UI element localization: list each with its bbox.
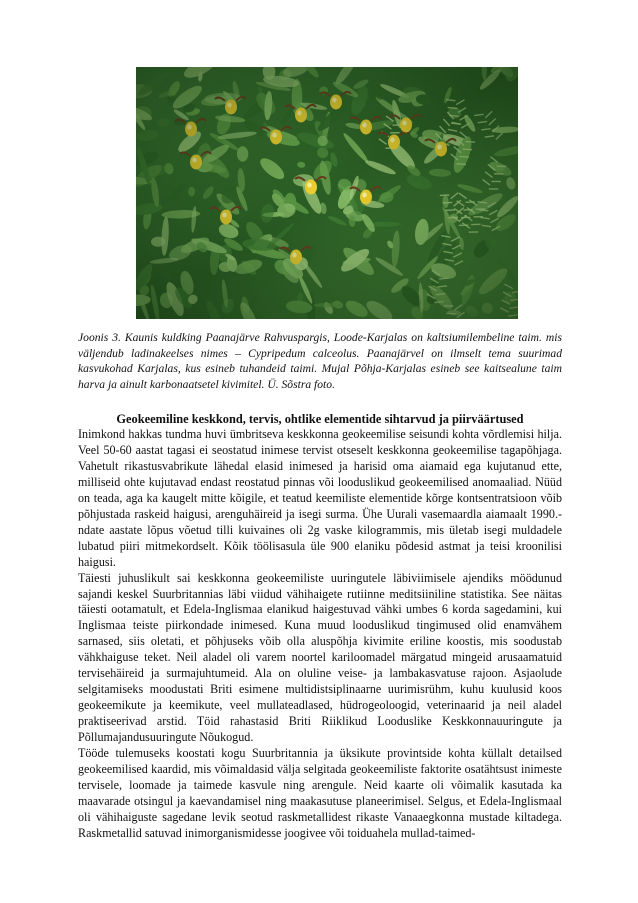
body-paragraph: Tööde tulemuseks koostati kogu Suurbritannia ja üksikute provintside kohta küllalt detailsed geokeemilised kaardid, mis võimaldasid välja selgitada geokeemiliste faktorite osatähtsust inimeste tervisele, loomade ja taimede kasvule ning arengule. Neid kaarte oli võimalik kasutada ka maavarade otsingul ja kaevandamisel ning maakasutuse planeerimisel. Selgus, et Edela-Inglismaal oli vähihaiguste sagedane levik seotud raskmetallidest rikaste Vanaaegkonna mustade kiltadega. Raskmetallid satuvad inimorganismidesse joogivee või toiduahela mullad-taimed- — [78, 746, 562, 840]
body-paragraph: Täiesti juhuslikult sai keskkonna geokeemiliste uuringutele läbiviimisele ajendiks möödunud sajandi keskel Suurbritannias läbi viidud vähihaigete rutiinne meditsiiniline statistika. See näitas täiesti ootamatult, et Edela-Inglismaa elanikud haigestuvad vähki umbes 6 korda sagedamini, kui Inglismaa teiste piirkondade inimesed. Kuna muud looduslikud tingimused olid enamvähem sarnased, siis oletati, et põhjuseks võib olla aluspõhja kivimite eriline koostis, mis soodustab vähkhaiguse teket. Neil aladel oli varem noortel kariloomadel märgatud mingeid arusaamatuid tervisehäireid ja surmajuhtumeid. Ala on oluline veise- ja lambakasvatuse rajoon. Asjaolude selgitamiseks moodustati Briti esimene multidistsiplinaarne uurimisrühm, kuhu kuulusid koos geokeemikute ja keemikute, veel mullateadlased, hüdrogeoloogid, veterinaarid ja neil aladel praktiseerivad arstid. Töid rahastasid Briti Riiklikud Looduslike Keskkonnauuringute ja Põllumajandusuuringute Nõukogud. — [78, 570, 562, 745]
orchid-photo — [136, 67, 518, 319]
body-paragraph: Inimkond hakkas tundma huvi ümbritseva keskkonna geokeemilise seisundi kohta võrdlemisi hilja. Veel 50-60 aastat tagasi ei seostatud inimese tervist otseselt keskkonna geokeemilise tagapõhjaga. Vahetult rikastusvabrikute lähedal elasid inimesed ja harisid oma aiamaid ega kujutanud ette, milliseid ohte kujutavad endast reostatud pinnas või looduslikud geokeemilised anomaaliad. Nüüd on teada, aga ka kaugelt mitte kõigile, et teatud keemiliste elementide kõrge kontsentratsioon võib põhjustada raskeid haigusi, arenguhäireid ja isegi surma. Ühe Uurali vasemaardla aiamaalt 1990.-ndate aastate lõpus võetud tilli kuivaines oli 2g vaske kilogrammis, mis ületab isegi muldadele lubatud piiri mitmekordselt. Kõik töölisasula üle 900 elaniku põdesid astmat ja teisi kroonilisi haigusi. — [78, 427, 562, 569]
section-body — [78, 427, 562, 842]
section-heading: Geokeemiline keskkond, tervis, ohtlike elementide sihtarvud ja piirväärtused — [116, 412, 524, 426]
lady-slipper-orchid-image — [136, 67, 518, 319]
figure-caption: Joonis 3. Kaunis kuldking Paanajärve Rahvuspargis, Loode-Karjalas on kaltsiumilembeline taim. mis väljendub ladinakeelses nimes – Cypripedum calceolus. Paanajärvel on ilmselt tema suurimad kasvukohad Karjalas, kus esineb tuhandeid taimi. Mujal Põhja-Karjalas esineb see kaitsealune taim harva ja ainult karbonaatsetel kivimitel. Ü. Sõstra foto. — [78, 331, 562, 391]
